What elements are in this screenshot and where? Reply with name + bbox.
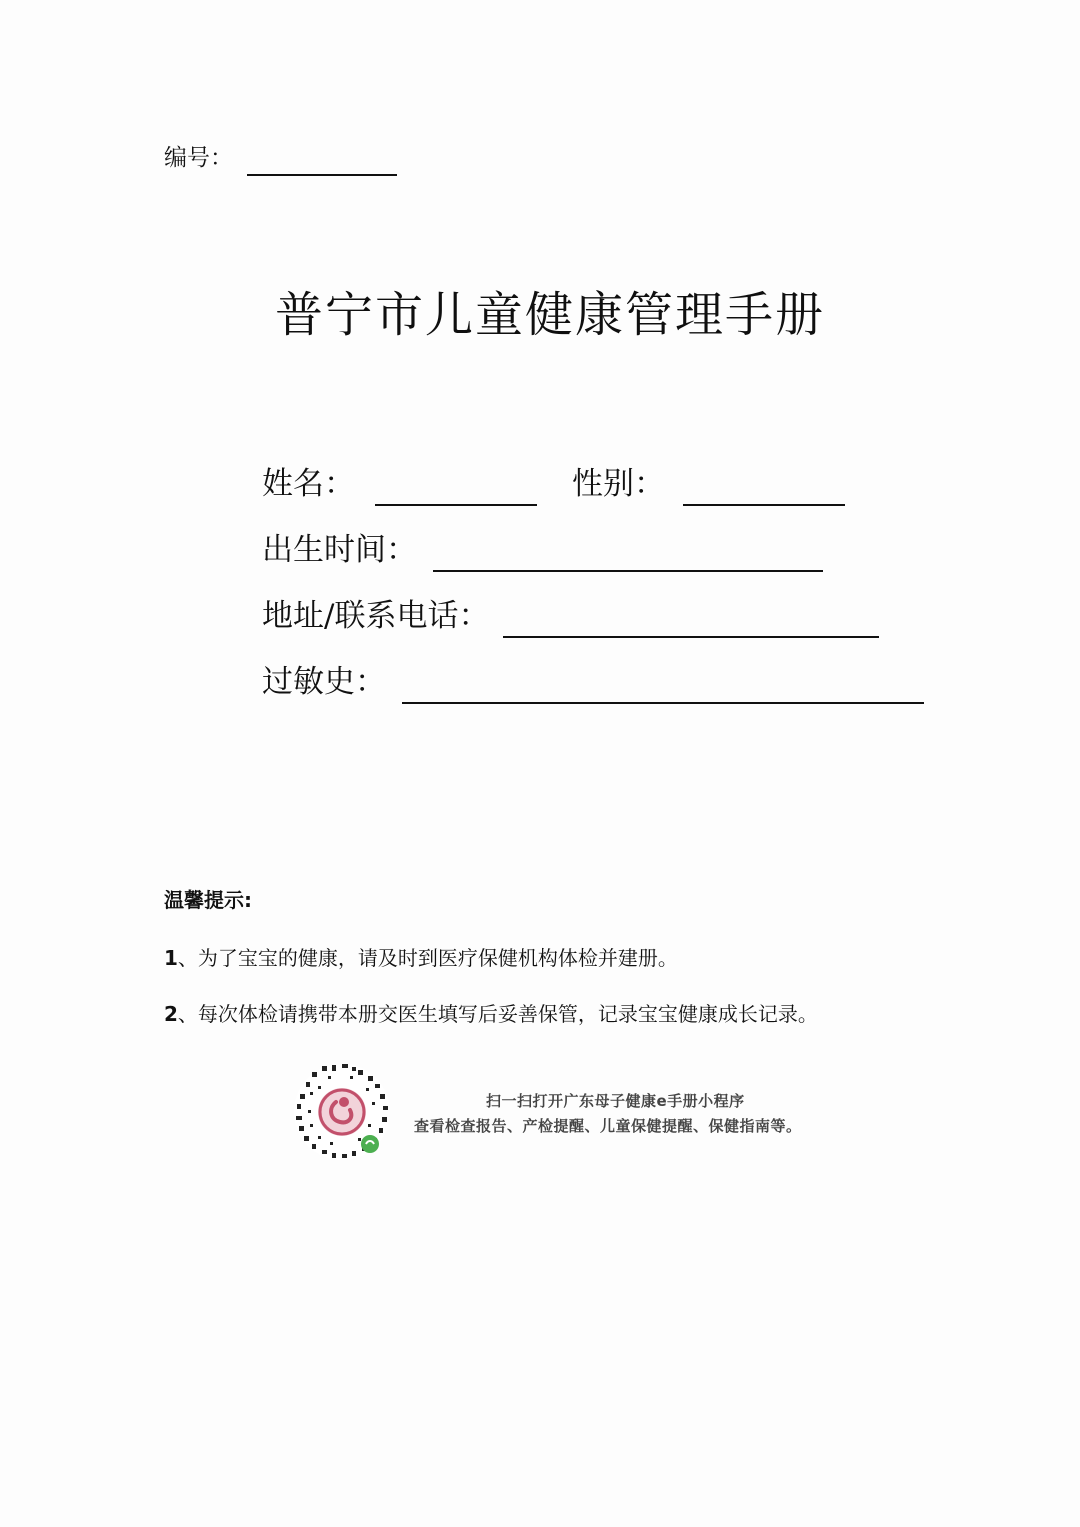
name-field — [262, 462, 537, 506]
booklet-title: 普宁市儿童健康管理手册 — [274, 287, 825, 343]
name-label: 姓名： — [262, 466, 355, 502]
allergy-history-blank[interactable] — [402, 672, 924, 704]
tip-item-text: 、每次体检请携带本册交医生填写后妥善保管，记录宝宝健康成长记录。 — [177, 1002, 818, 1026]
birth-time-blank[interactable] — [433, 540, 823, 572]
serial-number-label: 编号： — [164, 145, 233, 171]
qr-caption-line-1: 扫一扫打开广东母子健康e手册小程序 — [486, 1092, 745, 1110]
birth-time-field — [262, 528, 823, 572]
serial-number-blank[interactable] — [247, 148, 397, 176]
gender-label: 性别： — [572, 466, 665, 502]
tip-item-number: 2 — [164, 1002, 178, 1026]
tip-item-text: 、为了宝宝的健康，请及时到医疗保健机构体检并建册。 — [177, 946, 678, 970]
name-blank[interactable] — [375, 474, 537, 506]
allergy-history-label: 过敏史： — [262, 664, 386, 700]
tip-item-2 — [164, 999, 818, 1029]
address-phone-blank[interactable] — [503, 606, 879, 638]
qr-caption-line-2: 查看检查报告、产检提醒、儿童保健提醒、保健指南等。 — [414, 1117, 802, 1135]
tip-item-number: 1 — [164, 946, 178, 970]
gender-field — [572, 462, 845, 506]
tip-item-1 — [164, 943, 678, 973]
gender-blank[interactable] — [683, 474, 845, 506]
allergy-history-field — [262, 660, 924, 704]
address-phone-field — [262, 594, 879, 638]
serial-number-field — [164, 140, 397, 176]
birth-time-label: 出生时间： — [262, 532, 417, 568]
wechat-mini-program-code-icon[interactable] — [292, 1062, 392, 1162]
tips-heading: 温馨提示: — [164, 888, 252, 912]
address-phone-label: 地址/联系电话： — [262, 598, 490, 634]
